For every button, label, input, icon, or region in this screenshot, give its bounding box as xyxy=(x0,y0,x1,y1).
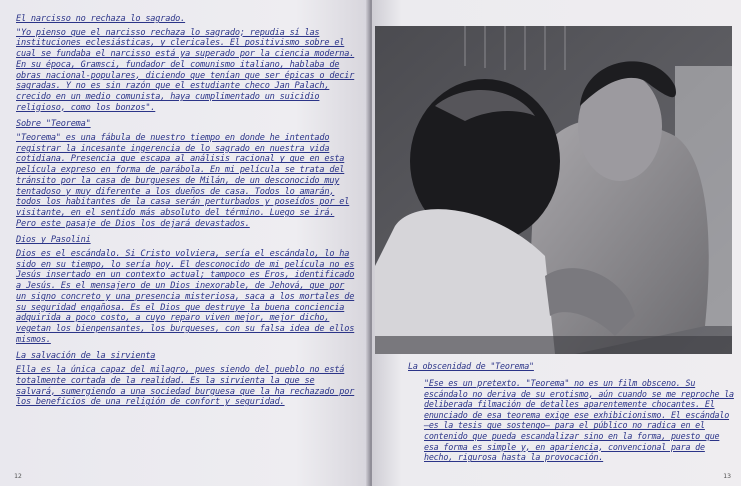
section-paragraph: "Teorema" es una fábula de nuestro tiempo en donde he intentado registrar la incesante ingerencia de lo sagrado en nuestra vida cotidiana. Presencia que escapa al análisis racional y que en esta película expreso en forma de parábola. En mi película se trata del tránsito por la casa de burgueses de Milán, de un desconocido muy tentadoso y muy diferente a los dueños de casa. Todos lo amarán, todos los habitantes de la casa serán perturbados y poseídos por el visitante, en el sentido más absoluto del término. Luego se irá. Pero este pasaje de Dios los dejará devastados. xyxy=(16,133,350,229)
section-heading: Sobre "Teorema" xyxy=(16,119,91,130)
right-page-paragraph: "Ese es un pretexto. "Teorema" no es un film obsceno. Su escándalo no deriva de su erotismo, aún cuando se me reproche la deliberada filmación de detalles aparentemente chocantes. El enunciado de esa teorema exige ese exhibicionismo. El escándalo —es la tesis que sostengo— para el público no radica en el contenido que pueda escandalizar sino en la forma, puesto que esa forma es simple y, en apariencia, convencional para de hecho, rigurosa hasta la provocación. xyxy=(424,378,734,463)
right-page xyxy=(372,0,741,486)
page-number: 12 xyxy=(14,472,22,480)
left-page xyxy=(0,0,370,486)
section-heading: La salvación de la sirvienta xyxy=(16,351,156,362)
left-page-text-column xyxy=(16,14,358,414)
film-still-image xyxy=(375,26,732,354)
film-still-photo xyxy=(375,26,732,354)
page-number: 13 xyxy=(723,472,731,480)
section-heading: El narcisso no rechaza lo sagrado. xyxy=(16,14,186,24)
photo-caption: La obscenidad de "Teorema" xyxy=(408,361,534,371)
section-paragraph: Dios es el escándalo. Si Cristo volviera, sería el escándalo, lo ha sido en su tiempo, lo sería hoy. El desconocido de mi película no es Jesús insertado en un contexto actual; tampoco es Eros, identificado a Jesús. Es el mensajero de un Dios inexorable, de Jehová, que por un signo concreto y una presencia misteriosa, saca a los mortales de su seguridad engañosa. Es el Dios que destruye la buena conciencia adquirida a poco costo, a cuyo reparo viven mejor, mejor dicho, vegetan los bienpensantes, los burgueses, con su falsa idea de ellos mismos. xyxy=(16,249,355,345)
section-paragraph: "Yo pienso que el narcisso rechaza lo sagrado; repudia sí las instituciones eclesiásticas, y clericales. El positivismo sobre el cual se fundaba el narcisso está ya superado por la ciencia moderna. En su época, Gramsci, fundador del comunismo italiano, hablaba de obras nacional-populares, diciendo que tenían que ser épicas o decir sagradas. Y no es sin razón que el estudiante checo Jan Palach, crecido en un medio comunista, haya cumplimentado un suicidio religioso, como los bonzos". xyxy=(16,27,355,113)
section-paragraph: Ella es la única capaz del milagro, pues siendo del pueblo no está totalmente cortada de la realidad. Es la sirvienta la que se salvará, sumergiendo a una sociedad burguesa que la ha rechazado por los beneficios de una religión de confort y seguridad. xyxy=(16,365,355,408)
section-heading: Dios y Pasolini xyxy=(16,235,91,246)
